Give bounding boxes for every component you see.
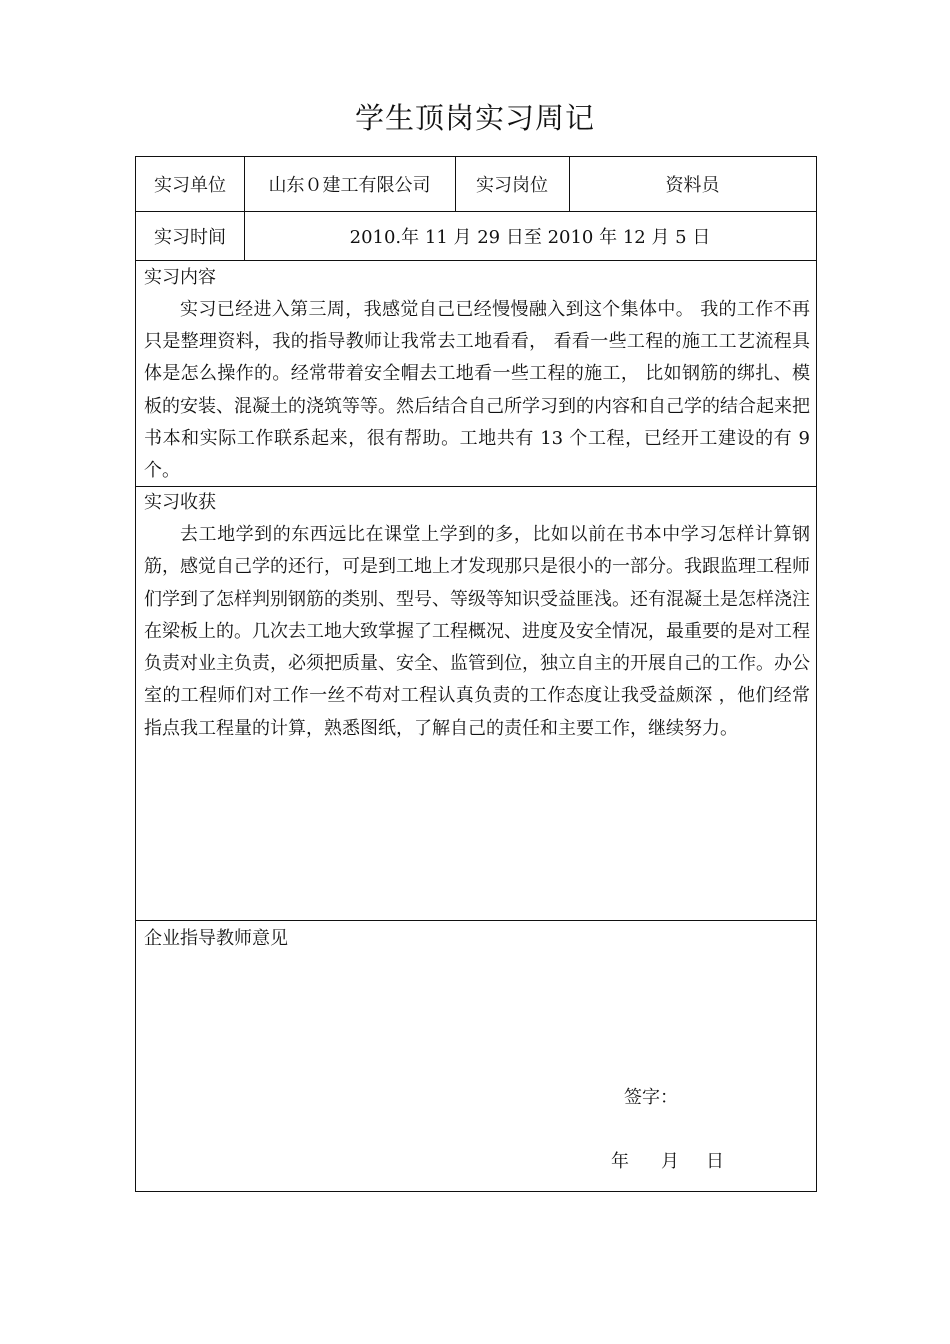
harvest-text: 去工地学到的东西远比在课堂上学到的多，比如以前在书本中学习怎样计算钢筋，感觉自己学的还行，可是到工地上才发现那只是很小的一部分。我跟监理工程师们学到了怎样判别钢筋的类别、型号、等级等知识受益匪浅。还有混凝土是怎样浇注在梁板上的。几次去工地大致掌握了工程概况、进度及安全情况，最重要的是对工程负责对业主负责，必须把质量、安全、监管到位，独立自主的开展自己的工作。办公室的工程师们对工作一丝不苟对工程认真负责的工作态度让我受益颇深 ，他们经常指点我工程量的计算，熟悉图纸，了解自己的责任和主要工作，继续努力。 [144, 524, 810, 739]
year-label: 年 [611, 1151, 629, 1172]
harvest-label: 实习收获 [144, 492, 216, 513]
unit-value: 山东０建工有限公司 [268, 175, 431, 196]
position-label: 实习岗位 [476, 175, 548, 196]
row-divider-4 [136, 920, 816, 921]
weekly-report-form [135, 156, 817, 1192]
page-title: 学生顶岗实习周记 [354, 101, 595, 135]
time-value: 2010.年 11 月 29 日至 2010 年 12 月 5 日 [349, 226, 711, 248]
signature-label: 签字： [624, 1087, 678, 1108]
opinion-label: 企业指导教师意见 [144, 928, 288, 949]
position-value: 资料员 [665, 175, 720, 196]
time-label: 实习时间 [154, 226, 226, 248]
day-label: 日 [706, 1151, 724, 1172]
unit-label: 实习单位 [154, 175, 226, 196]
month-label: 月 [661, 1151, 679, 1172]
row-divider-2 [136, 260, 816, 261]
content-label: 实习内容 [144, 267, 216, 288]
content-text: 实习已经进入第三周，我感觉自己已经慢慢融入到这个集体中。 我的工作不再只是整理资料，我的指导教师让我常去工地看看， 看看一些工程的施工工艺流程具体是怎么操作的。经常带着安全帽去工地看一些工程的施工， 比如钢筋的绑扎、模板的安装、混凝土的浇筑等等。然后结合自己所学习到的内容和自己学的结合起来把书本和实际工作联系起来，很有帮助。工地共有 13 个工程，已经开工建设的有 9 个。 [144, 299, 810, 482]
